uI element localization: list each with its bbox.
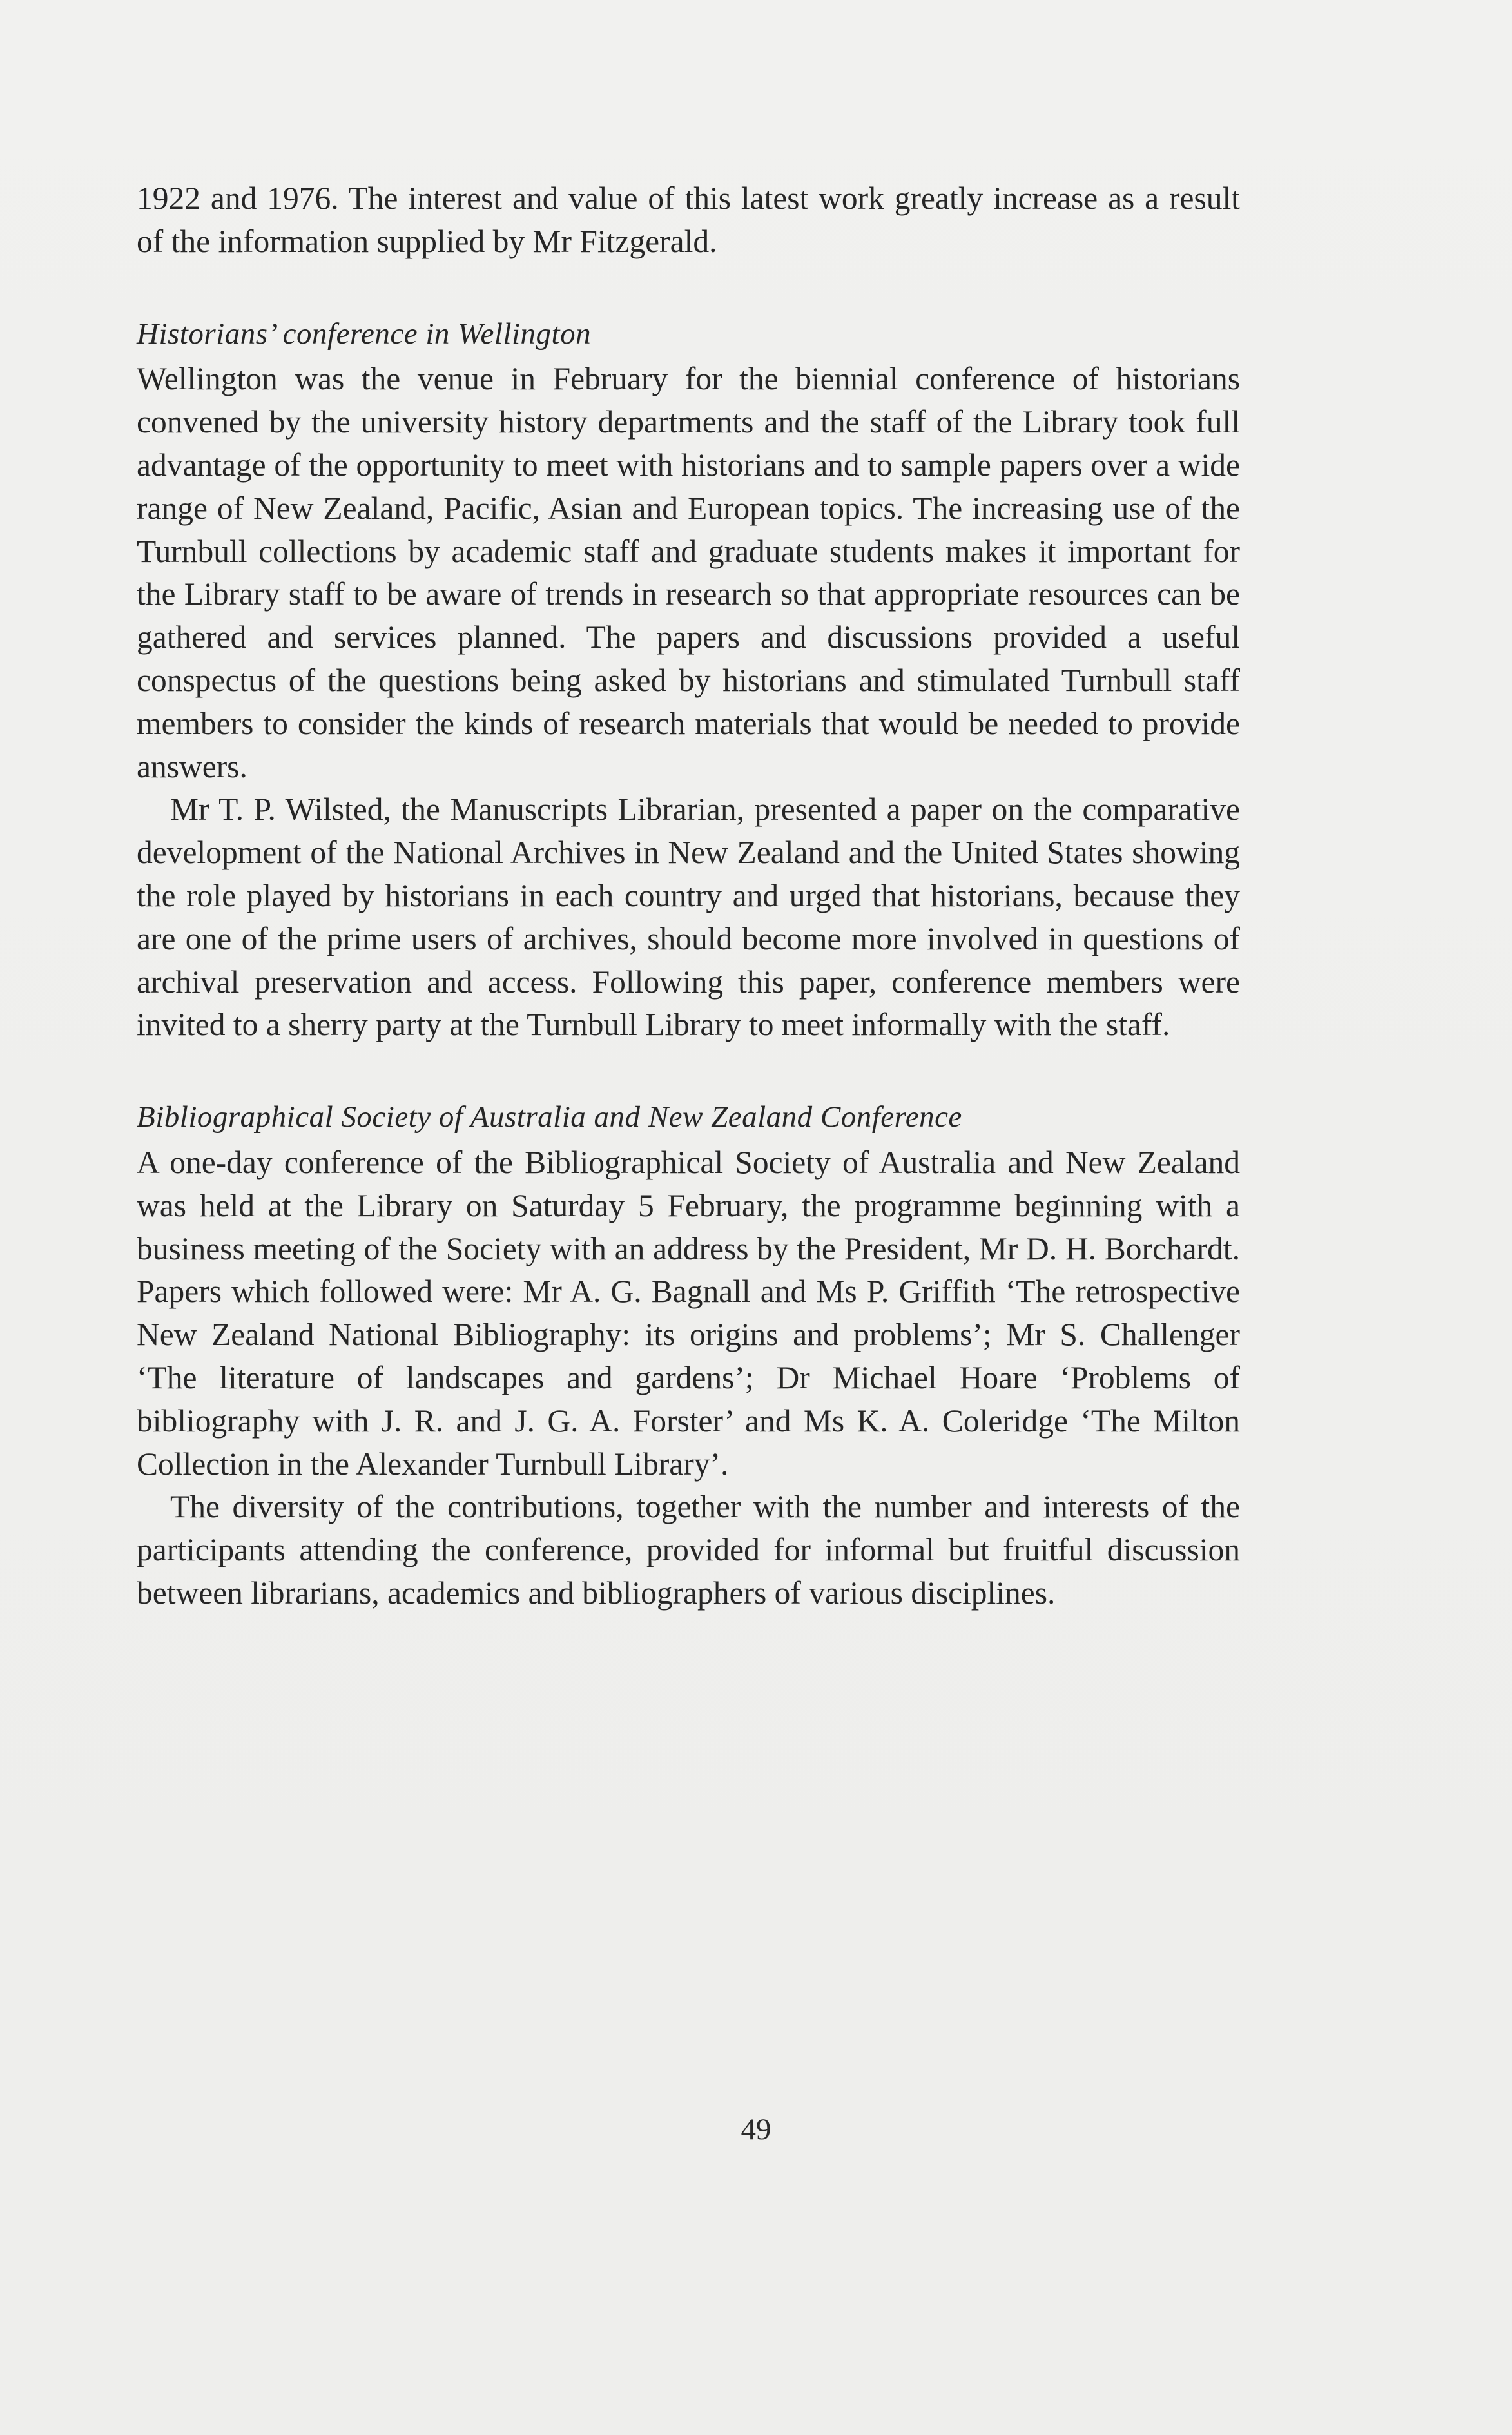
page-number: 49: [741, 2113, 771, 2146]
spacer: [137, 264, 1240, 313]
bibliographical-paragraph-1: A one-day conference of the Bibliographical Society of Australia and New Zealand was held at the Library on Saturday 5 February, the programme beginning with a business meeting of the Society with an address by the President, Mr D. H. Borchardt. Papers which followed were: Mr A. G. Bagnall and Ms P. Griffith ‘The retrospective New Zealand National Bibliography: its origins and problems’; Mr S. Challenger ‘The literature of landscapes and gardens’; Dr Michael Hoare ‘Problems of bibliography with J. R. and J. G. A. Forster’ and Ms K. A. Coleridge ‘The Milton Collection in the Alexander Turnbull Library’.: [137, 1144, 1240, 1482]
bibliographical-paragraph-2: The diversity of the contributions, together with the number and interests of the participants attending the conference, provided for informal but fruitful discussion between librarians, academics and bibliographers of various disciplines.: [137, 1489, 1240, 1611]
spacer: [137, 1047, 1240, 1096]
historians-paragraph-1: Wellington was the venue in February for the biennial conference of historians convened by the university history departments and the staff of the Library took full advantage of the opportunity to meet with historians and to sample papers over a wide range of New Zealand, Pacific, Asian and European topics. The increasing use of the Turnbull collections by academic staff and graduate students makes it important for the Library staff to be aware of trends in research so that appropriate resources can be gathered and services planned. The papers and discussions provided a useful conspectus of the questions being asked by historians and stimulated Turnbull staff members to consider the kinds of research materials that would be needed to provide answers.: [137, 361, 1240, 784]
section-heading-historians-conference: Historians’ conference in Wellington: [137, 316, 592, 351]
historians-paragraph-2: Mr T. P. Wilsted, the Manuscripts Librarian, presented a paper on the comparative development of the National Archives in New Zealand and the United States showing the role played by historians in each country and urged that historians, because they are one of the prime users of archives, should become more involved in questions of archival preservation and access. Following this paper, conference members were invited to a sherry party at the Turnbull Library to meet informally with the staff.: [137, 791, 1240, 1043]
body-text: [137, 177, 1240, 1615]
section-heading-bibliographical-society: Bibliographical Society of Australia and New Zealand Conference: [137, 1100, 962, 1134]
opening-paragraph: 1922 and 1976. The interest and value of this latest work greatly increase as a result of the information supplied by Mr Fitzgerald.: [137, 180, 1240, 259]
